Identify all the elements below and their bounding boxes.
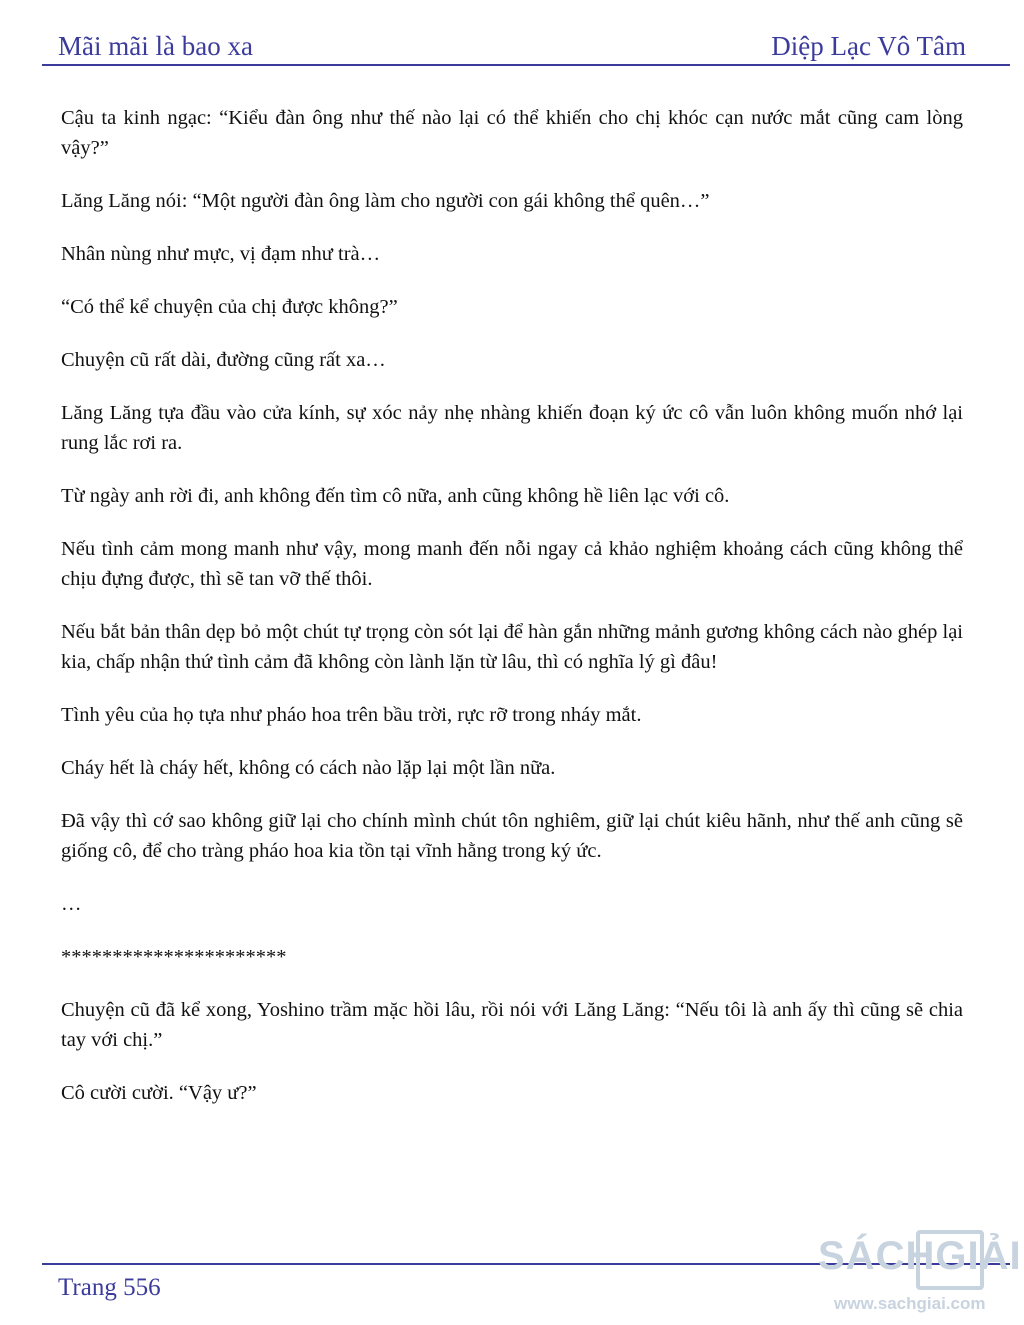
ellipsis-line: … [61, 893, 82, 915]
paragraph: Tình yêu của họ tựa như pháo hoa trên bầu trời, rực rỡ trong nháy mắt. [61, 704, 642, 726]
paragraph: Nhân nùng như mực, vị đạm như trà… [61, 243, 381, 265]
watermark-brand: SÁCHGIẢI [818, 1234, 1022, 1278]
paragraph: Nếu tình cảm mong manh như vậy, mong manh đến nỗi ngay cả khảo nghiệm khoảng cách cũng không thể chịu đựng được, thì sẽ tan vỡ thế thôi. [61, 538, 963, 590]
book-title: Mãi mãi là bao xa [58, 31, 253, 61]
watermark-url: www.sachgiai.com [834, 1294, 986, 1313]
paragraph: Lăng Lăng nói: “Một người đàn ông làm cho người con gái không thể quên…” [61, 190, 710, 212]
page-header [58, 26, 966, 62]
paragraph: Chuyện cũ đã kể xong, Yoshino trầm mặc hồi lâu, rồi nói với Lăng Lăng: “Nếu tôi là anh ấy thì cũng sẽ chia tay với chị.” [61, 999, 963, 1051]
watermark-logo [818, 1222, 1024, 1322]
paragraph: Cháy hết là cháy hết, không có cách nào lặp lại một lần nữa. [61, 757, 556, 779]
paragraph: Chuyện cũ rất dài, đường cũng rất xa… [61, 349, 386, 371]
header-divider [42, 64, 1010, 66]
paragraph: Cậu ta kinh ngạc: “Kiểu đàn ông như thế nào lại có thể khiến cho chị khóc cạn nước mắt cũng cam lòng vậy?” [61, 107, 963, 159]
paragraph: Cô cười cười. “Vậy ư?” [61, 1082, 257, 1104]
page-body [61, 103, 963, 1131]
paragraph: Từ ngày anh rời đi, anh không đến tìm cô nữa, anh cũng không hề liên lạc với cô. [61, 485, 730, 507]
section-separator: ********************** [61, 946, 287, 968]
paragraph: “Có thể kể chuyện của chị được không?” [61, 296, 398, 318]
paragraph: Nếu bắt bản thân dẹp bỏ một chút tự trọng còn sót lại để hàn gắn những mảnh gương không cách nào ghép lại kia, chấp nhận thứ tình cảm đã không còn lành lặn từ lâu, thì có nghĩa lý gì đâu! [61, 621, 963, 673]
paragraph: Đã vậy thì cớ sao không giữ lại cho chính mình chút tôn nghiêm, giữ lại chút kiêu hãnh, như thế anh cũng sẽ giống cô, để cho tràng pháo hoa kia tồn tại vĩnh hằng trong ký ức. [61, 810, 963, 862]
author-name: Diệp Lạc Vô Tâm [771, 31, 966, 61]
page-number: Trang 556 [58, 1274, 161, 1301]
paragraph: Lăng Lăng tựa đầu vào cửa kính, sự xóc nảy nhẹ nhàng khiến đoạn ký ức cô vẫn luôn không muốn nhớ lại rung lắc rơi ra. [61, 402, 963, 454]
